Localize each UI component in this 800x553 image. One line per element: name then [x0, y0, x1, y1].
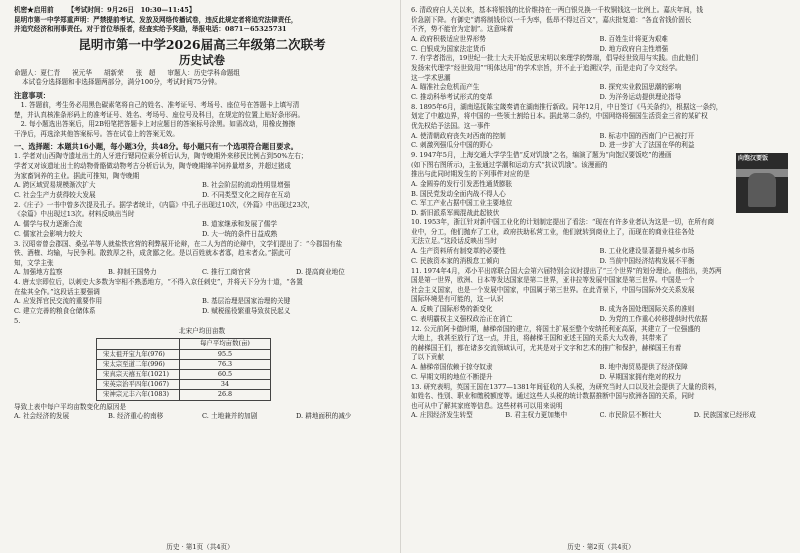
exam-time: 【考试时间：9月26日 10:30—11:45】	[67, 6, 196, 14]
table-cell: 60.5	[180, 370, 271, 380]
option-b: B. 经济重心的南移	[108, 412, 164, 421]
option-b: B. 探究实业救国思潮的影响	[599, 83, 682, 92]
question-stem: 无法立足。”这段话反映出当时	[411, 237, 497, 246]
options	[14, 220, 390, 240]
option-a: A. 庄园经济发生转型	[411, 411, 473, 420]
question-1	[14, 152, 390, 200]
proposer: 命题人：夏仁青	[14, 68, 61, 77]
question-stem: 不齐，势不能官为定制”。这意味着	[411, 25, 514, 34]
question-stem: 9. 1947年5月，上海交通大学学生借“反对饥饿”之名，编演了题为“向饱汉要饭吃”的漫画	[411, 151, 672, 160]
question-3	[14, 240, 390, 279]
question-stem: 社会主义国家，也是一个发展中国家，中国属于第三世界。在此背景下，中国与国际外交关系发展	[411, 285, 695, 294]
option-a: A. 社会经济的发展	[14, 412, 70, 421]
question-stem: 的赫梯国王们，都在诸多交流领域认可，尤其是对于文字和艺术的推广和保护，赫梯国王有着	[411, 343, 682, 352]
question-stem: 为家畜饲养的主业。据此可推知，陶寺晚期	[14, 171, 140, 180]
option-b: B. 基层治理是国家治理的关键	[202, 297, 291, 306]
cartoon-image	[736, 153, 788, 213]
proposers	[14, 69, 390, 79]
option-a: A. 应发挥官民交流的重要作用	[14, 297, 103, 306]
option-b: B. 道家继承和发展了儒学	[202, 219, 277, 228]
question-stem: 推出与此同时期发生的下列事件对应的是	[411, 170, 530, 179]
question-11	[411, 267, 788, 325]
question-stem: 12. 公元前阿卡德时期，赫梯帝国的建立，将国土扩展至整个安纳托利亚高原，其建立了一位强盛的	[411, 324, 701, 333]
question-stem: 知，文学主张	[14, 258, 54, 267]
question-stem: 大地上，我甚至放行了这一点，并且，将赫梯王国和亚述王国的关系大大改善，其带来了	[411, 334, 669, 343]
option-a: A. 加强地方监察	[14, 268, 63, 277]
reviewer: 审题人：历史学科命题组	[167, 68, 241, 77]
data-table	[96, 338, 271, 400]
question-6	[411, 6, 788, 54]
table-cell: 宋英宗治平四年(1067)	[97, 380, 180, 390]
table-cell: 宋太祖开宝九年(976)	[97, 349, 180, 359]
note-line: 楚，并认真核准条形码上的准考证号、姓名、考场号、座位号及科目，在规定的位置上贴好条形码。	[14, 110, 305, 119]
option-c: C. 刺激列强瓜分中国的野心	[411, 141, 493, 150]
option-d: D. 赋税徭役繁重导致贫民起义	[202, 307, 291, 316]
section-heading: 一、选择题：本题共16小题，每小题3分，共48分。每小题只有一个选项符合题目要求。	[14, 142, 298, 152]
exam-intro: 本试卷分选择题和非选择题两部分，满分100分，考试时间75分钟。	[22, 78, 222, 87]
question-stem: 7. 有学者指出，19世纪一批士大夫开始反思宋明以来理学的弊端，倡导经世致用与实践。由此他们	[411, 54, 699, 63]
question-10	[411, 218, 788, 266]
cartoon-figure	[748, 173, 776, 207]
page-footer: 历史 · 第2页（共4页）	[567, 543, 635, 551]
option-a: A. 使清朝政府丧失对西南的控制	[411, 131, 506, 140]
question-stem: 这一学术思潮	[411, 73, 451, 82]
option-a: A. 跨区域贸易规模渐次扩大	[14, 181, 96, 190]
option-c: C. 儒家社会影响力较大	[14, 229, 83, 238]
options	[411, 411, 788, 421]
option-c: C. 土地兼并的加剧	[202, 412, 258, 421]
question-stem: 也可从中了解其家庭等信息。这些材料可以用来说明	[411, 401, 563, 410]
option-b: B. 国民党发动全面内战不得人心	[411, 189, 506, 198]
question-stem: 了以下贡献	[411, 353, 444, 362]
page-2	[400, 0, 800, 553]
option-d: D. 新旧派系军阀混战此起彼伏	[411, 208, 500, 217]
options	[411, 247, 788, 267]
notice-line: 并追究经济和刑事责任。对于首位举报者，经查实给予奖励，举报电话：0871－65325731	[14, 25, 287, 34]
option-c: C. 推行工商官营	[202, 268, 251, 277]
option-d: D. 地方政府自主性增强	[599, 44, 669, 53]
question-stem: 学者又对该遗址出土的动物骨骼做动物考古分析后认为，陶寺晚期绵羊饲养量增多，并超过猪成	[14, 161, 291, 170]
question-2	[14, 201, 390, 240]
option-b: B. 百姓生计将更为艰难	[599, 34, 668, 43]
table-cell: 34	[180, 380, 271, 390]
question-stem: 如姓名、性别、职业和缴税额度等。通过这些人头税的统计数据推断中国与欧洲各国的关系，同时	[411, 392, 695, 401]
option-d: D. 为洋务运动提供理论指导	[599, 92, 682, 101]
table-row	[97, 380, 271, 390]
option-c: C. 表明霸权主义强权政治正在消亡	[411, 314, 513, 323]
option-a: A. 政府积极适应世界形势	[411, 34, 486, 43]
option-b: B. 君主权力更加集中	[505, 411, 568, 420]
question-13	[411, 383, 788, 422]
cartoon-caption: 向饱汉要饭	[738, 155, 769, 163]
option-b: B. 地中海贸易提供了经济保障	[599, 363, 688, 371]
question-stem: (如下图右图所示)，主张通过学潮和运动方式“抗议饥饿”。该漫画的	[411, 160, 608, 169]
secret-label: 机密★启用前	[14, 6, 54, 14]
question-stem: 2.《庄子》一书中曾多次提及孔子。据学者统计，《内篇》中孔子出现过10次，《外篇》中出现过23次，	[14, 200, 315, 209]
question-8	[411, 103, 788, 151]
question-stem: 业中，分工，他们抛弃了工业，政府扶助私营工业，他们就转到商业上了，而现在的商业往往各处	[411, 227, 695, 236]
question-9	[411, 151, 788, 218]
note-line: 2. 每小题选出答案后，用2B铅笔把答题卡上对应题目的答案标号涂黑。如需改动，用橡皮擦擦	[14, 120, 296, 129]
table-row	[97, 390, 271, 400]
table-row	[97, 359, 271, 369]
option-c: C. 社会生产力获得较大发展	[14, 190, 96, 199]
page-footer: 历史 · 第1页（共4页）	[166, 543, 234, 551]
question-stem: 10. 1953年，浙江针对新中国工业化的计划制定提出了看法：“现在有许多业者认为这是一切，在所有商	[411, 218, 715, 227]
question-stem: 国际环境是有可能的，这一认识	[411, 295, 504, 304]
question-12	[411, 325, 788, 383]
options	[411, 132, 788, 152]
table-cell: 宋真宗天禧五年(1021)	[97, 370, 180, 380]
question-stem: 6. 清政府自人关以来，基本将银钱的比价维持在一两白银兑换一千枚铜钱这一比例上。嘉庆年间，钱	[411, 6, 703, 14]
options	[411, 83, 788, 103]
table-cell: 宋太宗至道二年(996)	[97, 359, 180, 369]
table-caption: 北宋户均田亩数	[178, 327, 226, 336]
option-a: A. 反映了国际形势的新变化	[411, 305, 493, 314]
question-stem: 国是第一世界，欧洲、日本等发达国家是第二世界，亚非拉等发展中国家是第三世界。中国是一个	[411, 276, 695, 285]
options	[14, 412, 390, 422]
question-stem: 在盐其全作。”这段话主要强调	[14, 287, 100, 296]
table-row	[97, 349, 271, 359]
option-a: A. 赫梯帝国依赖于掠夺奴隶	[411, 363, 493, 371]
question-4	[14, 278, 390, 317]
question-stem: 1. 学者对山西陶寺遗址出土的人牙进行锶同位素分析后认为，陶寺晚期外来移民比例占到50%左右；	[14, 152, 308, 161]
option-a: A. 生产资料所有制变革的必要性	[411, 247, 506, 256]
exam-title: 昆明市第一中学2026届高三年级第二次联考	[78, 36, 326, 52]
question-stem: 《杂篇》中出现过13次。材料反映出当时	[14, 210, 135, 219]
option-b: B. 抑制王国势力	[108, 268, 157, 277]
option-d: D. 为党的工作重心转移提供时代依据	[599, 314, 708, 323]
option-d: D. 大一统的条件日益成熟	[202, 229, 278, 238]
question-stem: 划定了中越边界，将中国的一些领土割给日本。据此第二条约，中国网络将强国生活资金三省的某矿权	[411, 112, 708, 121]
option-d: D. 当前中国经济结构发展不平衡	[599, 256, 695, 265]
exam-subtitle: 历史试卷	[179, 52, 225, 67]
question-number: 5.	[14, 316, 21, 325]
option-c: C. 军工产业占据中国工业主要地位	[411, 199, 513, 208]
option-d: D. 耕地面积的减少	[296, 412, 352, 421]
options	[14, 297, 390, 317]
table-cell: 95.5	[180, 349, 271, 359]
option-d: D. 进一步扩大了法国在华的利益	[599, 141, 695, 150]
proposer: 张 超	[135, 68, 156, 77]
proposer: 祝元华	[72, 68, 92, 77]
question-stem: 4. 唐太宗即位后，以刺史大多数为宰相不熟悉地方，“不得入京任刺史”，并将天下分为十道，“各置	[14, 278, 303, 287]
question-9-text	[411, 151, 732, 218]
exam-header	[14, 6, 390, 16]
question-stem: 优先权给予法国。这一事件	[411, 121, 491, 130]
option-a: A. 瞄准社会危机而产生	[411, 83, 480, 92]
notice-line: 昆明市第一中学郑重声明：严禁提前考试、发放及网络传播试卷，违反此规定者将追究法律责任，	[14, 15, 298, 24]
option-c: C. 早期文明的地位不断提升	[411, 372, 493, 381]
options	[14, 268, 390, 278]
question-stem: 3. 汉昭帝曾会郡国、桑弘羊等人就盐铁官营的利弊展开论辩，在二人为首的论辩中，文学们提出了：“今郡国有盐	[14, 239, 343, 248]
options	[411, 35, 788, 55]
question-stem: 8. 1895年6月，湖南巡抚陈宝箴奏请在湖南推行新政。同年12月，中日签订《马关条约》，根据这一条约，	[411, 102, 723, 111]
options	[14, 181, 390, 201]
question-stem: 11. 1974年4月，邓小平出席联合国大会第六届特别会议时提出了“三个世界”的划分理论。他指出，美苏两	[411, 266, 722, 275]
option-d: D. 早期国家拥有绝对的权力	[599, 372, 682, 381]
option-b: B. 社会阶层的流动性明显增强	[202, 181, 291, 190]
option-c: C. 建立完善的粮食仓储体系	[14, 307, 96, 316]
table-cell: 76.3	[180, 359, 271, 369]
option-a: A. 金圆券的发行引发恶性通货膨胀	[411, 179, 513, 188]
question-stem: 发扬宋代理学“经世致用”“明体达用”的学术宗旨，并不止于追溯汉学，而是走向了今文经学。	[411, 63, 682, 72]
option-d: D. 不同类型文化之间存在互动	[202, 190, 291, 199]
table-header: 每户平均亩数(亩)	[180, 339, 271, 349]
option-b: B. 工业化建设显著提升城乡市场	[599, 247, 695, 256]
proposer: 胡新荣	[103, 68, 124, 77]
options	[411, 305, 788, 325]
note-line: 1. 答题前，考生务必用黑色碳素笔将自己的姓名、准考证号、考场号、座位号在答题卡上填写清	[14, 100, 300, 109]
question-stem: 价急剧下降。有御史“请将制钱价以一千为率，低昂不得过百文”，嘉庆批复道：“各直省钱价固长	[411, 15, 692, 24]
option-c: C. 白银成为国家法定货币	[411, 44, 486, 53]
option-b: B. 标志中国的西南门户已被打开	[599, 131, 695, 140]
table-cell: 宋神宗元丰六年(1083)	[97, 390, 180, 400]
question-stem: 铁、酒榷、均输，与民争利。散敦厚之朴，成贪鄙之化。是以百姓就本者寡，趋末者众。”据此可	[14, 249, 292, 258]
notes-title: 注意事项：	[14, 90, 50, 100]
table-header-empty	[97, 339, 180, 349]
question-stem: 13. 研究表明，英国王国在1377—1381年间征收的人头税，为研究当时人口以及社会提供了大量的资料，	[411, 382, 721, 391]
question-5	[14, 317, 390, 422]
option-c: C. 市民阶层不断壮大	[599, 411, 662, 420]
option-c: C. 推动科举考试形式的变革	[411, 92, 493, 101]
option-a: A. 儒学与权力逐渐合流	[14, 219, 83, 228]
note-line: 干净后，再选涂其他答案标号。答在试卷上的答案无效。	[14, 129, 179, 138]
option-b: B. 成为各国处理国际关系的准则	[599, 305, 695, 314]
question-7	[411, 54, 788, 102]
table-row	[97, 370, 271, 380]
option-c: C. 民族资本家的消极怠工倾向	[411, 256, 500, 265]
question-stem: 导致上表中每户平均亩数变化的原因是	[14, 402, 127, 411]
options	[411, 363, 788, 383]
table-cell: 26.8	[180, 390, 271, 400]
table-header-row	[97, 339, 271, 349]
option-d: D. 民族国家已经形成	[693, 411, 756, 420]
option-d: D. 提高商业地位	[296, 268, 345, 277]
